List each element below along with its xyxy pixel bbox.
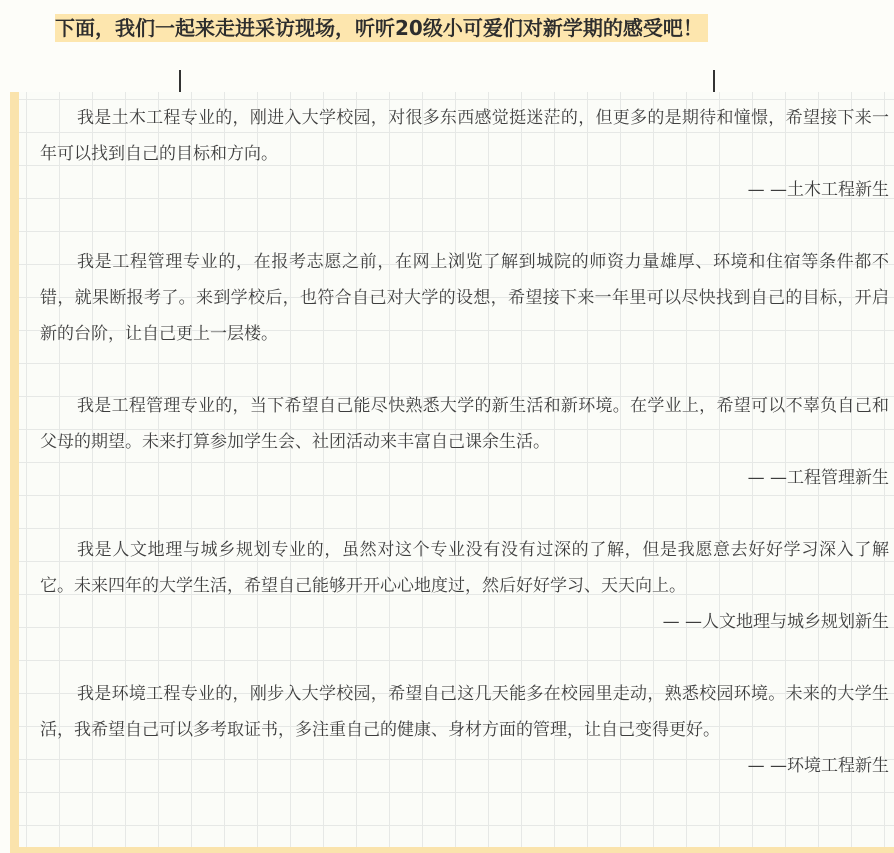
interview-text: 我是土木工程专业的，刚进入大学校园，对很多东西感觉挺迷茫的，但更多的是期待和憧憬，希望接下来一年可以找到自己的目标和方向。	[40, 108, 889, 164]
intro-heading: 下面，我们一起来走进采访现场，听听20级小可爱们对新学期的感受吧！	[55, 14, 708, 42]
interview-text: 我是环境工程专业的，刚步入大学校园，希望自己这几天能多在校园里走动，熟悉校园环境。未来的大学生活，我希望自己可以多考取证书，多注重自己的健康、身材方面的管理，让自己变得更好。	[40, 684, 889, 740]
interview-entry	[40, 388, 889, 496]
interview-signature: — —环境工程新生	[747, 756, 889, 776]
interview-entry	[40, 100, 889, 208]
interview-text: 我是工程管理专业的，当下希望自己能尽快熟悉大学的新生活和新环境。在学业上，希望可以不辜负自己和父母的期望。未来打算参加学生会、社团活动来丰富自己课余生活。	[40, 396, 889, 452]
interview-text: 我是人文地理与城乡规划专业的，虽然对这个专业没有没有过深的了解，但是我愿意去好好学习深入了解它。未来四年的大学生活，希望自己能够开开心心地度过，然后好好学习、天天向上。	[40, 540, 889, 596]
interview-entry	[40, 676, 889, 784]
interview-entry	[40, 244, 889, 352]
interview-signature: — —土木工程新生	[747, 180, 889, 200]
interview-signature: — —工程管理新生	[747, 468, 889, 488]
interview-signature: — —人文地理与城乡规划新生	[662, 612, 889, 632]
interview-text: 我是工程管理专业的，在报考志愿之前，在网上浏览了解到城院的师资力量雄厚、环境和住宿等条件都不错，就果断报考了。来到学校后，也符合自己对大学的设想，希望接下来一年里可以尽快找到自己的目标，开启新的台阶，让自己更上一层楼。	[40, 252, 889, 344]
interview-card	[10, 92, 894, 853]
interview-entry	[40, 532, 889, 640]
interview-list	[40, 100, 889, 784]
